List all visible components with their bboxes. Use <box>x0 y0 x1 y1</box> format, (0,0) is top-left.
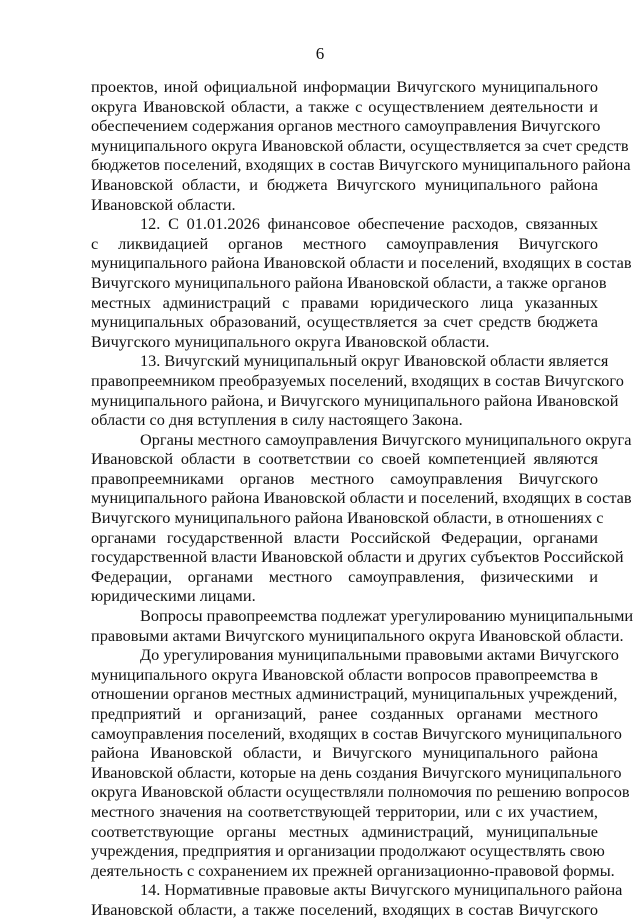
paragraph <box>91 645 630 880</box>
text-line: 13. Вичугский муниципальный округ Ивановской области является <box>140 351 609 371</box>
text-line: местного значения на соответствующей территории, или с их участием, <box>91 801 598 821</box>
text-line: обеспечением содержания органов местного самоуправления Вичугского <box>91 116 601 136</box>
text-line: юридическими лицами. <box>91 586 256 606</box>
text-line: правовыми актами Вичугского муниципального округа Ивановской области. <box>91 625 624 645</box>
paragraph <box>91 214 632 351</box>
paragraph <box>91 606 634 645</box>
text-line: проектов, иной официальной информации Вичугского муниципального <box>91 77 598 96</box>
text-line: правопреемниками органов местного самоуправления Вичугского <box>91 468 598 488</box>
text-line: 12. С 01.01.2026 финансовое обеспечение расходов, связанных <box>140 214 598 234</box>
text-line: предприятий и организаций, ранее созданных органами местного <box>91 704 598 723</box>
text-line: Вичугского муниципального района Ивановской области, в отношениях с <box>91 508 604 528</box>
document-body <box>91 77 634 920</box>
text-line: округа Ивановской области осуществляли полномочия по решению вопросов <box>91 782 630 802</box>
text-line: муниципального района Ивановской области и поселений, входящих в состав <box>91 488 632 508</box>
text-line: 14. Нормативные правовые акты Вичугского муниципального района <box>140 880 623 900</box>
text-line: правопреемником преобразуемых поселений, входящих в состав Вичугского <box>91 370 624 390</box>
text-line: района Ивановской области, и Вичугского муниципального района <box>91 743 598 763</box>
text-line: Органы местного самоуправления Вичугского муниципального округа <box>140 429 632 449</box>
text-line: Ивановской области. <box>91 194 236 214</box>
text-line: муниципального района Ивановской области и поселений, входящих в состав <box>91 253 632 273</box>
text-line: Федерации, органами местного самоуправления, физическими и <box>91 566 598 586</box>
text-line: самоуправления поселений, входящих в состав Вичугского муниципального <box>91 723 622 743</box>
text-line: Вичугского муниципального округа Ивановской области. <box>91 331 490 351</box>
paragraph <box>91 880 623 919</box>
text-line: Вопросы правопреемства подлежат урегулированию муниципальными <box>140 606 634 626</box>
text-line: муниципальных образований, осуществляется за счет средств бюджета <box>91 312 598 332</box>
text-line: государственной власти Ивановской области и других субъектов Российской <box>91 547 624 567</box>
text-line: деятельность с сохранением их прежней организационно-правовой формы. <box>91 860 615 880</box>
text-line: соответствующие органы местных администраций, муниципальные <box>91 821 598 841</box>
text-line: отношении органов местных администраций, муниципальных учреждений, <box>91 684 618 704</box>
paragraph <box>91 429 632 606</box>
text-line: Ивановской области в соответствии со своей компетенцией являются <box>91 449 598 469</box>
text-line: местных администраций с правами юридического лица указанных <box>91 292 598 312</box>
page-number: 6 <box>315 44 325 63</box>
text-line: муниципального округа Ивановской области, осуществляется за счет средств <box>91 135 629 155</box>
text-line: с ликвидацией органов местного самоуправления Вичугского <box>91 233 598 253</box>
text-line: До урегулирования муниципальными правовыми актами Вичугского <box>140 645 619 665</box>
text-line: округа Ивановской области, а также с осуществлением деятельности и <box>91 96 598 116</box>
text-line: бюджетов поселений, входящих в состав Вичугского муниципального района <box>91 155 631 175</box>
text-line: муниципального района, и Вичугского муниципального района Ивановской <box>91 390 619 410</box>
text-line: муниципального округа Ивановской области вопросов правопреемства в <box>91 664 598 684</box>
text-line: Вичугского муниципального района Ивановской области, а также органов <box>91 272 607 292</box>
paragraph <box>91 351 624 430</box>
text-line: органами государственной власти Российской Федерации, органами <box>91 527 598 547</box>
paragraph <box>91 77 631 214</box>
text-line: Ивановской области, которые на день создания Вичугского муниципального <box>91 762 622 782</box>
text-line: Ивановской области, а также поселений, входящих в состав Вичугского <box>91 899 598 919</box>
text-line: учреждения, предприятия и организации продолжают осуществлять свою <box>91 841 605 861</box>
text-line: Ивановской области, и бюджета Вичугского муниципального района <box>91 174 598 194</box>
text-line: области со дня вступления в силу настоящего Закона. <box>91 410 463 430</box>
